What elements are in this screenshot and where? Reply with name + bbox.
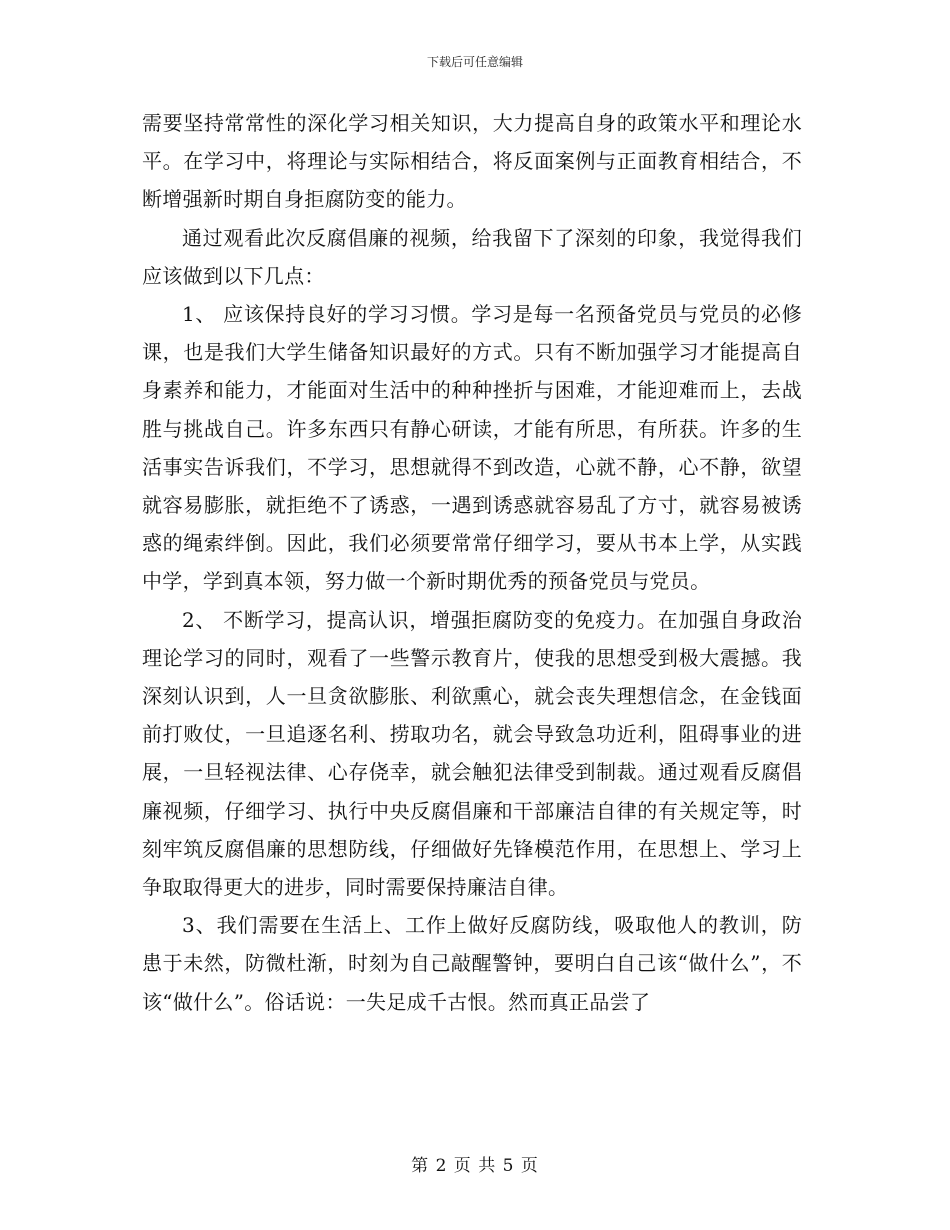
paragraph-point-3: 3、我们需要在生活上、工作上做好反腐防线，吸取他人的教训，防患于未然，防微杜渐，时刻为自己敲醒警钟，要明白自己该“做什么”，不该“做什么”。俗话说：一失足成千古恨。然而真正品尝了 — [142, 913, 802, 1014]
page-header: 下载后可任意编辑 — [426, 55, 523, 69]
paragraph-point-1: 1、 应该保持良好的学习习惯。学习是每一名预备党员与党员的必修课，也是我们大学生储备知识最好的方式。只有不断加强学习才能提高自身素养和能力，才能面对生活中的种种挫折与困难，才能迎难而上，去战胜与挑战自己。许多东西只有静心研读，才能有所思，有所获。许多的生活事实告诉我们，不学习，思想就得不到改造，心就不静，心不静，欲望就容易膨胀，就拒绝不了诱惑，一遇到诱惑就容易乱了方寸，就容易被诱惑的绳索绊倒。因此，我们必须要常常仔细学习，要从书本上学，从实践中学，学到真本领，努力做一个新时期优秀的预备党员与党员。 — [142, 302, 802, 594]
document-body — [142, 104, 802, 1021]
paragraph-continuation: 需要坚持常常性的深化学习相关知识，大力提高自身的政策水平和理论水平。在学习中，将理论与实际相结合，将反面案例与正面教育相结合，不断增强新时期自身拒腐防变的能力。 — [142, 111, 802, 212]
paragraph-point-2: 2、 不断学习，提高认识，增强拒腐防变的免疫力。在加强自身政治理论学习的同时，观看了一些警示教育片，使我的思想受到极大震撼。我深刻认识到，人一旦贪欲膨胀、利欲熏心，就会丧失理想信念，在金钱面前打败仗，一旦追逐名利、捞取功名，就会导致急功近利，阻碍事业的进展，一旦轻视法律、心存侥幸，就会触犯法律受到制裁。通过观看反腐倡廉视频，仔细学习、执行中央反腐倡廉和干部廉洁自律的有关规定等，时刻牢筑反腐倡廉的思想防线，仔细做好先锋模范作用，在思想上、学习上争取取得更大的进步，同时需要保持廉洁自律。 — [142, 607, 802, 900]
paragraph-intro: 通过观看此次反腐倡廉的视频，给我留下了深刻的印象，我觉得我们应该做到以下几点： — [142, 225, 802, 288]
page-footer: 第 2 页 共 5 页 — [411, 1156, 539, 1176]
